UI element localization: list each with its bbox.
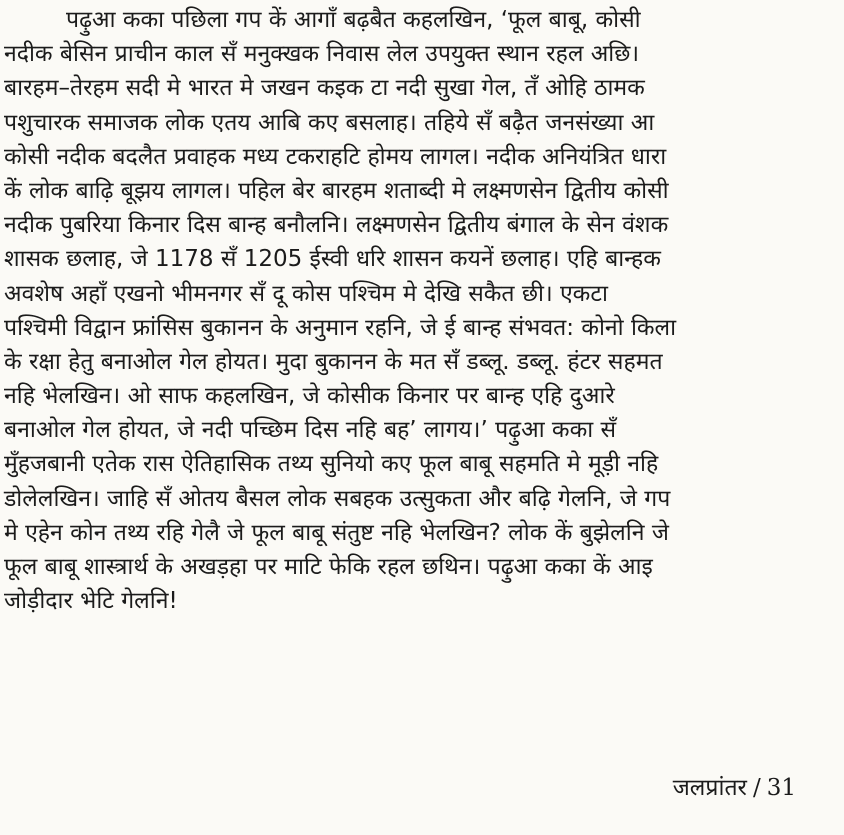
text-line: जोड़ीदार भेटि गेलनि! [4, 588, 178, 615]
text-line: पढ़ुआ कका पछिला गप कें आगाँ बढ़बैत कहलखिन, ‘फूल बाबू, कोसी [66, 7, 641, 33]
footer-separator: / [752, 775, 761, 801]
text-line: नहि भेलखिन। ओ साफ कहलखिन, जे कोसीक किनार पर बान्ह एहि दुआरे [4, 383, 615, 410]
text-line: मे एहेन कोन तथ्य रहि गेलै जे फूल बाबू संतुष्ट नहि भेलखिन? लोक कें बुझेलनि जे [4, 519, 669, 546]
page-number: 31 [766, 775, 796, 801]
text-line: अवशेष अहाँ एखनो भीमनगर सँ दू कोस पश्चिम मे देखि सकैत छी। एकटा [4, 280, 608, 307]
text-line: के रक्षा हेतु बनाओल गेल होयत। मुदा बुकानन के मत सँ डब्लू. डब्लू. हंटर सहमत [4, 348, 663, 375]
text-line: फूल बाबू शास्त्रार्थ के अखड़हा पर माटि फेकि रहल छथिन। पढ़ुआ कका कें आइ [4, 554, 653, 580]
text-line: बारहम–तेरहम सदी मे भारत मे जखन कइक टा नदी सुखा गेल, तँ ओहि ठामक [4, 75, 645, 102]
text-line: पशुचारक समाजक लोक एतय आबि कए बसलाह। तहिये सँ बढ़ैत जनसंख्या आ [4, 109, 655, 136]
text-line: नदीक बेसिन प्राचीन काल सँ मनुक्खक निवास लेल उपयुक्त स्थान रहल अछि। [4, 41, 640, 68]
text-line: शासक छलाह, जे 1178 सँ 1205 ईस्वी धरि शासन कयनें छलाह। एहि बान्हक [4, 246, 661, 273]
page-footer [673, 771, 796, 805]
body-paragraph [4, 3, 812, 618]
text-line: कोसी नदीक बदलैत प्रवाहक मध्य टकराहटि होमय लागल। नदीक अनियंत्रित धारा [4, 143, 667, 170]
text-line: कें लोक बाढ़ि बूझय लागल। पहिल बेर बारहम शताब्दी मे लक्ष्मणसेन द्वितीय कोसी [4, 177, 669, 204]
text-line: मुँहजबानी एतेक रास ऐतिहासिक तथ्य सुनियो कए फूल बाबू सहमति मे मूड़ी नहि [4, 451, 659, 478]
book-title: जलप्रांतर [672, 775, 747, 801]
text-line: डोलेलखिन। जाहि सँ ओतय बैसल लोक सबहक उत्सुकता और बढ़ि गेलनि, जे गप [4, 485, 671, 512]
text-line: पश्चिमी विद्वान फ्रांसिस बुकानन के अनुमान रहनि, जे ई बान्ह संभवत: कोनो किला [4, 314, 677, 341]
text-line: बनाओल गेल होयत, जे नदी पच्छिम दिस नहि बह’ लागय।’ पढ़ुआ कका सँ [4, 417, 617, 444]
text-line: नदीक पुबरिया किनार दिस बान्ह बनौलनि। लक्ष्मणसेन द्वितीय बंगाल के सेन वंशक [4, 212, 669, 239]
